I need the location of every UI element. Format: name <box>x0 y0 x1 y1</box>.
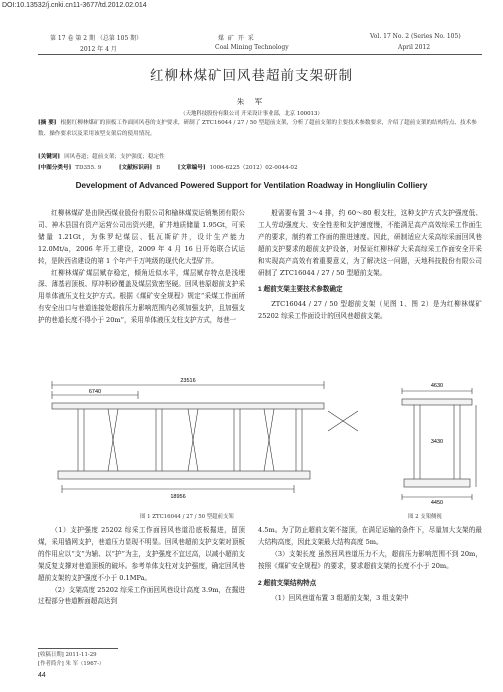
page-number: 44 <box>38 672 46 679</box>
figure-2 <box>392 383 482 505</box>
keywords-label: [关键词] <box>38 154 61 160</box>
footnote-received: [收稿日期] 2011-11-29 <box>38 652 97 658</box>
intro-paragraph-1: 红柳林煤矿是由陕西煤业股份有限公司和榆林煤炭运销集团有限公司、神木县国有资产运营公司出资兴建，矿井地质储量 1.95Gt，可采储量 1.21Gt，为侏罗纪煤层、低瓦斯矿井，设计生产能力 12.0Mt/a，2006 年开工建设，2009 年 4 月 16 日开始联合试运转，是陕西省建设的第 1 个年产千万吨级的现代化大型矿井。 <box>38 209 245 265</box>
header-journal: 煤 矿 开 采 <box>218 35 255 42</box>
abstract-label: [摘 要] <box>38 120 57 126</box>
support-height-paragraph: （2）支架高度 25202 综采工作面回风巷设计高度 3.9m，在掘进过程部分巷道断面超高达到 <box>38 585 245 606</box>
abstract <box>38 118 482 140</box>
article-id-label: [文章编号] <box>177 165 206 171</box>
header-date-en: April 2012 <box>398 44 431 51</box>
lower-right-column <box>258 525 482 604</box>
keywords <box>38 152 482 163</box>
canopy-beam <box>52 403 324 409</box>
header-rule <box>38 54 482 55</box>
header-date: 2012 年 4 月 <box>80 46 117 53</box>
doi-text: DOI:10.13532/j.cnki.cn11-3677/td.2012.02.014 <box>2 2 147 9</box>
section-2-heading: 2 超前支架结构特点 <box>258 579 317 587</box>
article-id-value: 1006-6225（2012）02-0044-02 <box>209 165 298 171</box>
right-paragraph-1: 般需要布置 3～4 排，约 60～80 根支柱，这种支护方式支护强度低、工人劳动强度大、安全性差和支护速度慢，不能满足高产高效综采工作面生产的要求，制约着工作面的推进速度。因此，研制适应大采高综采面回风巷超前支护要求的超前支护设备，对保证红柳林矿大采高综采工作面安全开采和实现高产高效有着重要意义，为了解决这一问题，天地科技股份有限公司研制了 ZTC16044 / 27 / 50 型超前支架。 <box>258 209 482 277</box>
dim-label-top: 23516 <box>180 378 196 384</box>
class-label: [中图分类号] <box>38 165 72 171</box>
left-column <box>38 208 245 327</box>
base-beam <box>58 471 310 479</box>
support-strength-paragraph: （1）支护强度 25202 综采工作面回风巷道沿底板掘进，留顶煤，采用锚网支护，巷道压力显现不明显。回风巷超前支护支架对顶板的作用应以“支”为辅、以“护”为主，支护强度不宜过高，以减小超前支架反复支撑对巷道顶板的破坏。参考单体支柱对支护强度，确定回风巷超前支架的支护强度不小于 0.1MPa。 <box>38 526 245 582</box>
figure-1-caption: 图 1 ZTC16044 / 27 / 50 型超前支架 <box>140 514 234 520</box>
right-column <box>258 208 482 323</box>
class-value: TD355. 9 <box>75 165 102 171</box>
classification <box>38 163 482 174</box>
english-title: Development of Advanced Powered Support for Ventilation Roadway in Hongliulin Colliery <box>75 181 428 190</box>
author: 朱 军 <box>236 97 267 106</box>
intro-paragraph-2: 红柳林煤矿煤层赋存稳定，倾角近似水平，煤层赋存特点是浅埋深、薄基岩顶板、厚冲积砂覆盖及煤层致密坚硬。回风巷原超前支护采用单体液压支柱支护方式。根据《煤矿安全规程》规定“采煤工作面所有安全出口与巷道连接处超前压力影响范围内必须加强支护，且加强支护的巷道长度不得小于 20m”，采用单体液压支柱支护方式，每巷一 <box>38 268 245 325</box>
code-value: B <box>156 165 161 171</box>
end-dim-bottom: 4450 <box>430 500 444 505</box>
affiliation: （天地科技股份有限公司 开采设计事业部，北京 100013） <box>180 111 323 117</box>
figure-2-caption: 图 2 支架侧视 <box>408 514 442 520</box>
footnote-rule <box>38 648 118 649</box>
end-dim-top: 4630 <box>430 383 444 389</box>
dim-label-bottom: 18956 <box>170 494 186 500</box>
figure-1-drawing <box>38 371 376 511</box>
structure-paragraph: （1）回风巷道布置 3 组超前支架，3 组支架中 <box>271 593 409 602</box>
end-dim-mid: 3430 <box>430 439 444 445</box>
height-continued-paragraph: 4.5m。为了防止超前支架不接顶，在满足运输的条件下，尽量加大支架的最大结构高度，因此支架最大结构高度 5m。 <box>258 526 482 546</box>
abstract-text: 根据红柳林煤矿的顶板工作面回风巷的支护要求，研制了 ZTC16044 / 27 / 50 型超前支架，分析了超前支架的主要技术参数要求，介绍了超前支架的结构特点、技术参数、操作要求以及采用该型支架后的使用情况。 <box>38 120 477 137</box>
right-paragraph-2: ZTC16044 / 27 / 50 型超前支架（见图 1、图 2）是为红柳林煤矿 25202 综采工作面设计的回风巷超前支架。 <box>258 300 482 321</box>
keywords-text: 回风巷道；超前支架；支护强度；稳定性 <box>64 154 165 160</box>
support-length-paragraph: （3）支架长度 虽然回风巷道压力不大，超前压力影响范围不到 20m，按照《煤矿安全规程》的要求，要求超前支架的长度不小于 20m。 <box>258 549 482 570</box>
dim-label-left: 6740 <box>88 389 102 395</box>
paper-title: 红柳林煤矿回风巷超前支架研制 <box>150 68 353 84</box>
code-label: [文献标识码] <box>118 165 153 171</box>
footnote-author: [作者简介] 朱 军（1967-） <box>38 661 105 667</box>
section-1-heading: 1 超前支架主要技术参数确定 <box>258 286 343 294</box>
figure-1 <box>38 371 376 511</box>
header-volume: 第 17 卷 第 2 期 （总第 105 期） <box>50 35 143 42</box>
header-journal-en: Coal Mining Technology <box>215 44 289 51</box>
lower-left-column <box>38 525 245 608</box>
figure-2-drawing <box>392 383 482 505</box>
header-volume-en: Vol. 17 No. 2 (Series No. 105) <box>370 33 461 40</box>
